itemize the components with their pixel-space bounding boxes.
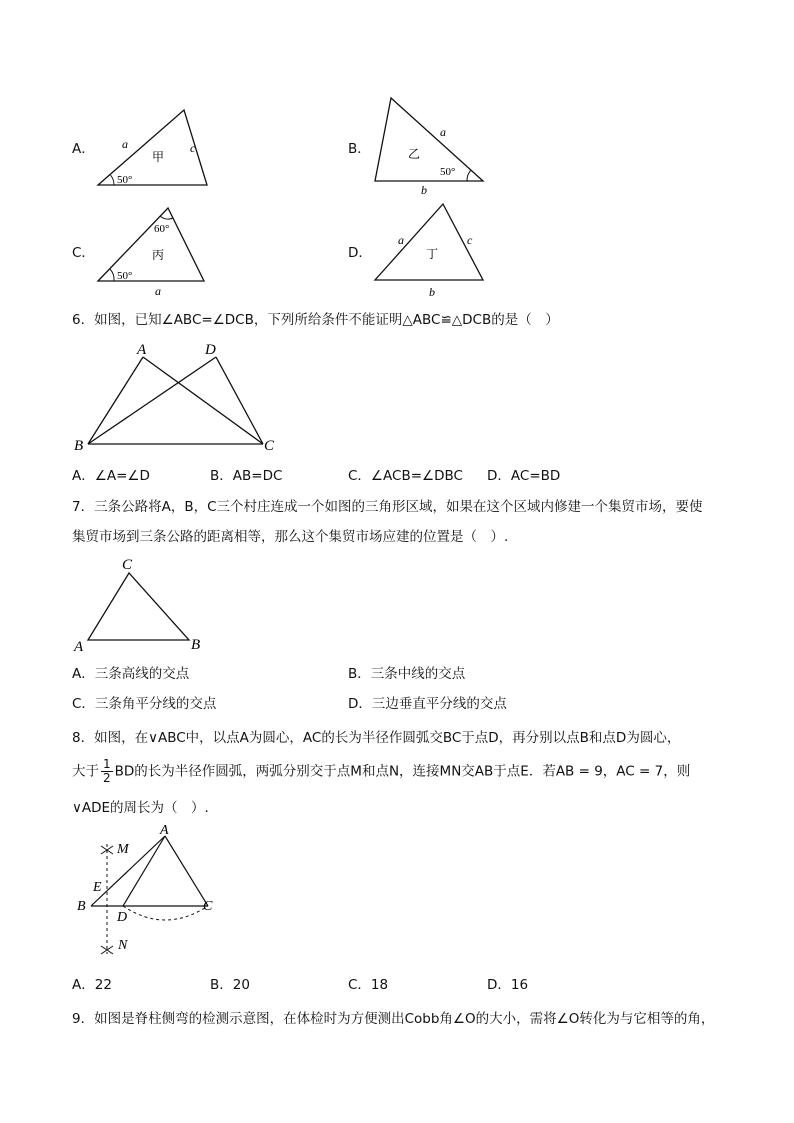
q8-option-c[interactable]: C．18: [348, 977, 389, 993]
point-a-label: A: [137, 342, 147, 358]
point-c-label: C: [122, 557, 133, 573]
q8-figure: [70, 822, 230, 962]
q6-option-d[interactable]: D．AC=BD: [487, 468, 561, 484]
q7-option-c[interactable]: C．三条角平分线的交点: [72, 696, 217, 712]
q8-text-post: BD的长为半径作圆弧，两弧分别交于点M和点N，连接MN交AB于点E．若AB = 9，AC = 7，则: [114, 763, 691, 780]
triangle-bing-figure: [90, 203, 220, 298]
point-d-label: D: [205, 342, 216, 358]
q6-option-c[interactable]: C．∠ACB=∠DBC: [348, 468, 463, 484]
triangle-name: 乙: [408, 147, 421, 161]
point-n-label: N: [118, 938, 128, 953]
side-c-label: c: [467, 233, 473, 247]
q7-figure: [70, 553, 220, 653]
q7-option-a[interactable]: A．三条高线的交点: [72, 666, 190, 682]
triangle-ding-figure: [368, 198, 493, 303]
angle-left-label: 50°: [117, 270, 133, 282]
question-7-line-1: 7．三条公路将A，B，C三个村庄连成一个如图的三角形区域，如果在这个区域内修建一个集贸市场，要使: [72, 499, 703, 515]
point-a-label: A: [74, 639, 84, 653]
question-9-line-1: 9．如图是脊柱侧弯的检测示意图，在体检时为方便测出Cobb角∠O的大小，需将∠O转化为与它相等的角，: [72, 1011, 715, 1027]
point-b-label: B: [191, 637, 201, 653]
q7-option-d[interactable]: D．三边垂直平分线的交点: [348, 696, 507, 712]
triangle-name: 丙: [152, 248, 165, 262]
side-a-label: a: [155, 284, 161, 298]
angle-top-label: 60°: [154, 223, 170, 235]
q6-option-b[interactable]: B．AB=DC: [210, 468, 283, 484]
triangle-name: 甲: [152, 150, 165, 164]
point-m-label: M: [117, 842, 129, 857]
q8-option-a[interactable]: A．22: [72, 977, 112, 993]
point-a-label: A: [160, 823, 169, 838]
option-c-letter: C．: [72, 245, 95, 261]
question-8-line-1: 8．如图，在∨ABC中，以点A为圆心，AC的长为半径作圆弧交BC于点D，再分别以点B和点D为圆心，: [72, 730, 681, 746]
question-8-line-3: ∨ADE的周长为（ ）.: [72, 800, 209, 816]
point-c-label: C: [203, 899, 213, 914]
side-a-label: a: [440, 125, 446, 139]
triangle-jia-figure: [90, 105, 220, 190]
question-8-line-2: [72, 758, 690, 785]
side-a-label: a: [122, 137, 128, 151]
option-a-letter: A．: [72, 141, 95, 157]
side-c-label: c: [190, 141, 196, 155]
triangle-name: 丁: [426, 247, 439, 261]
angle-label: 50°: [117, 174, 133, 186]
question-7-line-2: 集贸市场到三条公路的距离相等，那么这个集贸市场应建的位置是（ ）.: [72, 529, 509, 545]
q8-option-b[interactable]: B．20: [210, 977, 250, 993]
point-b-label: B: [74, 438, 84, 454]
q6-option-a[interactable]: A．∠A=∠D: [72, 468, 150, 484]
point-c-label: C: [264, 438, 275, 454]
q8-text-pre: 大于: [72, 763, 99, 780]
q6-figure: [70, 338, 290, 458]
side-b-label: b: [421, 183, 427, 197]
angle-label: 50°: [440, 166, 456, 178]
side-b-label: b: [429, 285, 435, 299]
side-a-label: a: [398, 233, 404, 247]
q8-option-d[interactable]: D．16: [487, 977, 529, 993]
triangle-yi-figure: [368, 93, 493, 198]
one-half-fraction: $\frac{1}{2}$: [103, 757, 111, 785]
question-6-stem: 6．如图，已知∠ABC=∠DCB，下列所给条件不能证明△ABC≌△DCB的是（ ）: [72, 312, 559, 328]
option-b-letter: B．: [348, 141, 371, 157]
point-b-label: B: [77, 899, 86, 914]
q7-option-b[interactable]: B．三条中线的交点: [348, 666, 466, 682]
point-d-label: D: [117, 910, 128, 925]
point-e-label: E: [93, 880, 102, 895]
option-d-letter: D．: [348, 245, 372, 261]
